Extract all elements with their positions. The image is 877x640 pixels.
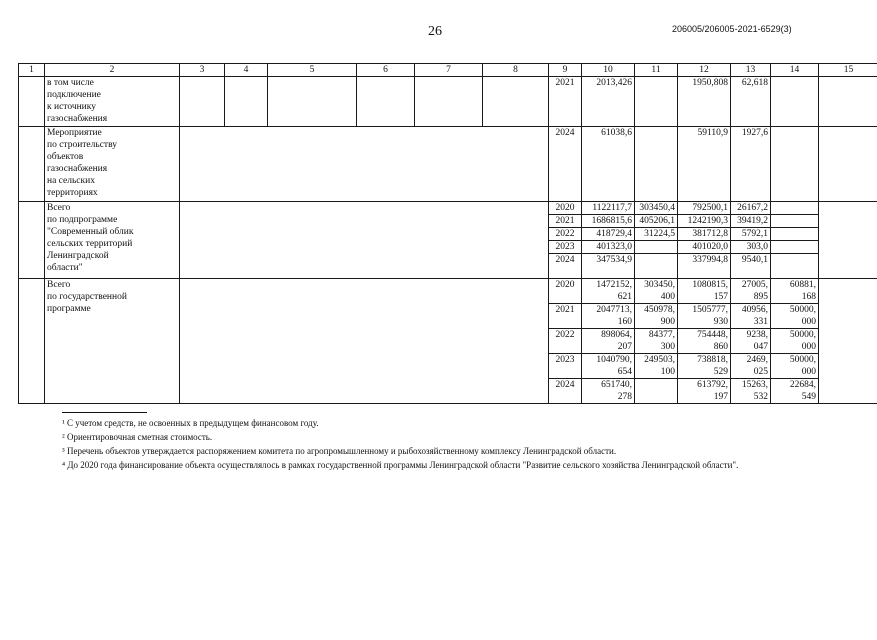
year-cell: 2022	[549, 329, 582, 354]
value-cell: 60881, 168	[771, 279, 819, 304]
year-cell: 2023	[549, 241, 582, 254]
value-cell	[771, 77, 819, 127]
col-num-2: 2	[45, 64, 180, 77]
year-cell: 2021	[549, 215, 582, 228]
value-cell: 62,618	[731, 77, 771, 127]
footnote-divider	[62, 412, 147, 413]
value-cell: 39419,2	[731, 215, 771, 228]
value-cell: 1242190,3	[678, 215, 731, 228]
value-cell: 303450,4	[635, 202, 678, 215]
value-cell: 401020,0	[678, 241, 731, 254]
col-num-7: 7	[415, 64, 483, 77]
footnotes	[62, 416, 738, 472]
col-num-9: 9	[549, 64, 582, 77]
value-cell	[771, 228, 819, 241]
col-num-5: 5	[268, 64, 357, 77]
table-row	[19, 279, 877, 304]
value-cell: 754448, 860	[678, 329, 731, 354]
value-cell: 401323,0	[582, 241, 635, 254]
value-cell: 792500,1	[678, 202, 731, 215]
year-cell: 2021	[549, 304, 582, 329]
value-cell: 9238, 047	[731, 329, 771, 354]
value-cell: 1080815, 157	[678, 279, 731, 304]
col-num-13: 13	[731, 64, 771, 77]
column-number-row	[19, 64, 877, 77]
year-cell: 2024	[549, 254, 582, 279]
row-label: Мероприятие по строительству объектов газоснабжения на сельских территориях	[45, 127, 180, 202]
budget-table	[18, 63, 877, 404]
value-cell: 898064, 207	[582, 329, 635, 354]
table-row	[19, 127, 877, 202]
value-cell: 2013,426	[582, 77, 635, 127]
value-cell: 337994,8	[678, 254, 731, 279]
value-cell	[635, 379, 678, 404]
year-cell: 2020	[549, 279, 582, 304]
col-num-6: 6	[357, 64, 415, 77]
value-cell: 40956, 331	[731, 304, 771, 329]
footnote: ⁴ До 2020 года финансирование объекта осуществлялось в рамках государственной программы Ленинградской области "Развитие сельского хозяйства Ленинградской области".	[62, 460, 739, 470]
value-cell: 1122117,7	[582, 202, 635, 215]
table-row	[19, 202, 877, 215]
value-cell: 418729,4	[582, 228, 635, 241]
row-label: Всего по подпрограмме "Современный облик сельских территорий Ленинградской области"	[45, 202, 180, 279]
value-cell	[771, 215, 819, 228]
table-row	[19, 77, 877, 127]
col-num-14: 14	[771, 64, 819, 77]
value-cell: 2469, 025	[731, 354, 771, 379]
value-cell: 303450, 400	[635, 279, 678, 304]
value-cell: 84377, 300	[635, 329, 678, 354]
col-num-8: 8	[483, 64, 549, 77]
year-cell: 2022	[549, 228, 582, 241]
value-cell: 61038,6	[582, 127, 635, 202]
value-cell: 27005, 895	[731, 279, 771, 304]
document-id: 206005/206005-2021-6529(3)	[672, 24, 792, 34]
value-cell: 450978, 900	[635, 304, 678, 329]
value-cell	[771, 254, 819, 279]
col-num-12: 12	[678, 64, 731, 77]
value-cell: 347534,9	[582, 254, 635, 279]
value-cell: 1686815,6	[582, 215, 635, 228]
value-cell: 738818, 529	[678, 354, 731, 379]
year-cell: 2021	[549, 77, 582, 127]
year-cell: 2024	[549, 127, 582, 202]
value-cell: 50000, 000	[771, 304, 819, 329]
value-cell	[635, 241, 678, 254]
value-cell: 5792,1	[731, 228, 771, 241]
value-cell	[635, 127, 678, 202]
year-cell: 2023	[549, 354, 582, 379]
value-cell	[771, 127, 819, 202]
value-cell: 26167,2	[731, 202, 771, 215]
value-cell: 9540,1	[731, 254, 771, 279]
value-cell: 1505777, 930	[678, 304, 731, 329]
year-cell: 2024	[549, 379, 582, 404]
footnote: ² Ориентировочная сметная стоимость.	[62, 432, 213, 442]
footnote: ³ Перечень объектов утверждается распоряжением комитета по агропромышленному и рыбохозяйственному комплексу Ленинградской области.	[62, 446, 617, 456]
col-num-1: 1	[19, 64, 45, 77]
value-cell: 405206,1	[635, 215, 678, 228]
value-cell: 2047713, 160	[582, 304, 635, 329]
value-cell	[771, 202, 819, 215]
value-cell: 1927,6	[731, 127, 771, 202]
value-cell: 22684, 549	[771, 379, 819, 404]
value-cell: 1040790, 654	[582, 354, 635, 379]
year-cell: 2020	[549, 202, 582, 215]
value-cell: 1472152, 621	[582, 279, 635, 304]
value-cell: 15263, 532	[731, 379, 771, 404]
value-cell: 31224,5	[635, 228, 678, 241]
col-num-3: 3	[180, 64, 225, 77]
value-cell: 1950,808	[678, 77, 731, 127]
page-number: 26	[428, 24, 442, 39]
value-cell: 249503, 100	[635, 354, 678, 379]
row-label: Всего по государственной программе	[45, 279, 180, 404]
value-cell: 651740, 278	[582, 379, 635, 404]
value-cell: 303,0	[731, 241, 771, 254]
value-cell: 613792, 197	[678, 379, 731, 404]
col-num-4: 4	[225, 64, 268, 77]
value-cell	[635, 77, 678, 127]
value-cell: 50000, 000	[771, 354, 819, 379]
col-num-11: 11	[635, 64, 678, 77]
footnote: ¹ С учетом средств, не освоенных в предыдущем финансовом году.	[62, 418, 319, 428]
row-label: в том числе подключение к источнику газоснабжения	[45, 77, 180, 127]
value-cell	[771, 241, 819, 254]
value-cell	[635, 254, 678, 279]
value-cell: 381712,8	[678, 228, 731, 241]
col-num-10: 10	[582, 64, 635, 77]
value-cell: 50000, 000	[771, 329, 819, 354]
value-cell: 59110,9	[678, 127, 731, 202]
col-num-15: 15	[819, 64, 877, 77]
